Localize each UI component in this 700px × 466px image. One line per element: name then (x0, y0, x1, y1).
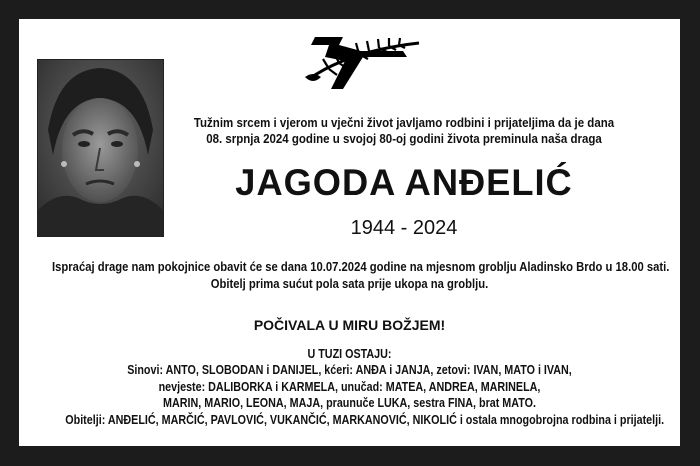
mourners-line: MARIN, MARIO, LEONA, MAJA, praunuče LUKA, sestra FINA, brat MATO. (163, 396, 536, 411)
mourners-line: Obitelji: ANĐELIĆ, MARČIĆ, PAVLOVIĆ, VUKANČIĆ, MARKANOVIĆ, NIKOLIĆ i ostala mnogobrojna rodbina i prijatelji. (65, 412, 665, 427)
mourners-line: Sinovi: ANTO, SLOBODAN i DANIJEL, kćeri: ANĐA i JANJA, zetovi: IVAN, MATO i IVAN, (127, 363, 572, 378)
obituary-card (19, 19, 680, 446)
mourners-list (65, 346, 665, 428)
announcement-text (188, 115, 620, 147)
announcement-line: 08. srpnja 2024 godine u svojoj 80-oj godini života preminula naša draga (206, 132, 602, 146)
portrait-photo (37, 59, 164, 237)
funeral-line: Ispraćaj drage nam pokojnice obavit će se dana 10.07.2024 godine na mjesnom groblju Aladinsko Brdo u 18.00 sati. (52, 260, 670, 274)
portrait-image (38, 60, 163, 236)
funeral-line: Obitelj prima sućut pola sata prije ukopa na groblju. (210, 277, 489, 291)
deceased-name: JAGODA ANĐELIĆ (235, 162, 573, 203)
life-years: 1944 - 2024 (350, 217, 458, 239)
cross-with-palm-icon (299, 31, 423, 95)
mourners-line: nevjeste: DALIBORKA i KARMELA, unučad: MATEA, ANDREA, MARINELA, (158, 379, 541, 394)
rest-in-peace-heading: POČIVALA U MIRU BOŽJEM! (253, 317, 446, 333)
announcement-line: Tužnim srcem i vjerom u vječni život javljamo rodbini i prijateljima da je dana (193, 116, 615, 130)
funeral-details (52, 259, 670, 293)
mourners-heading: U TUZI OSTAJU: (307, 347, 392, 361)
